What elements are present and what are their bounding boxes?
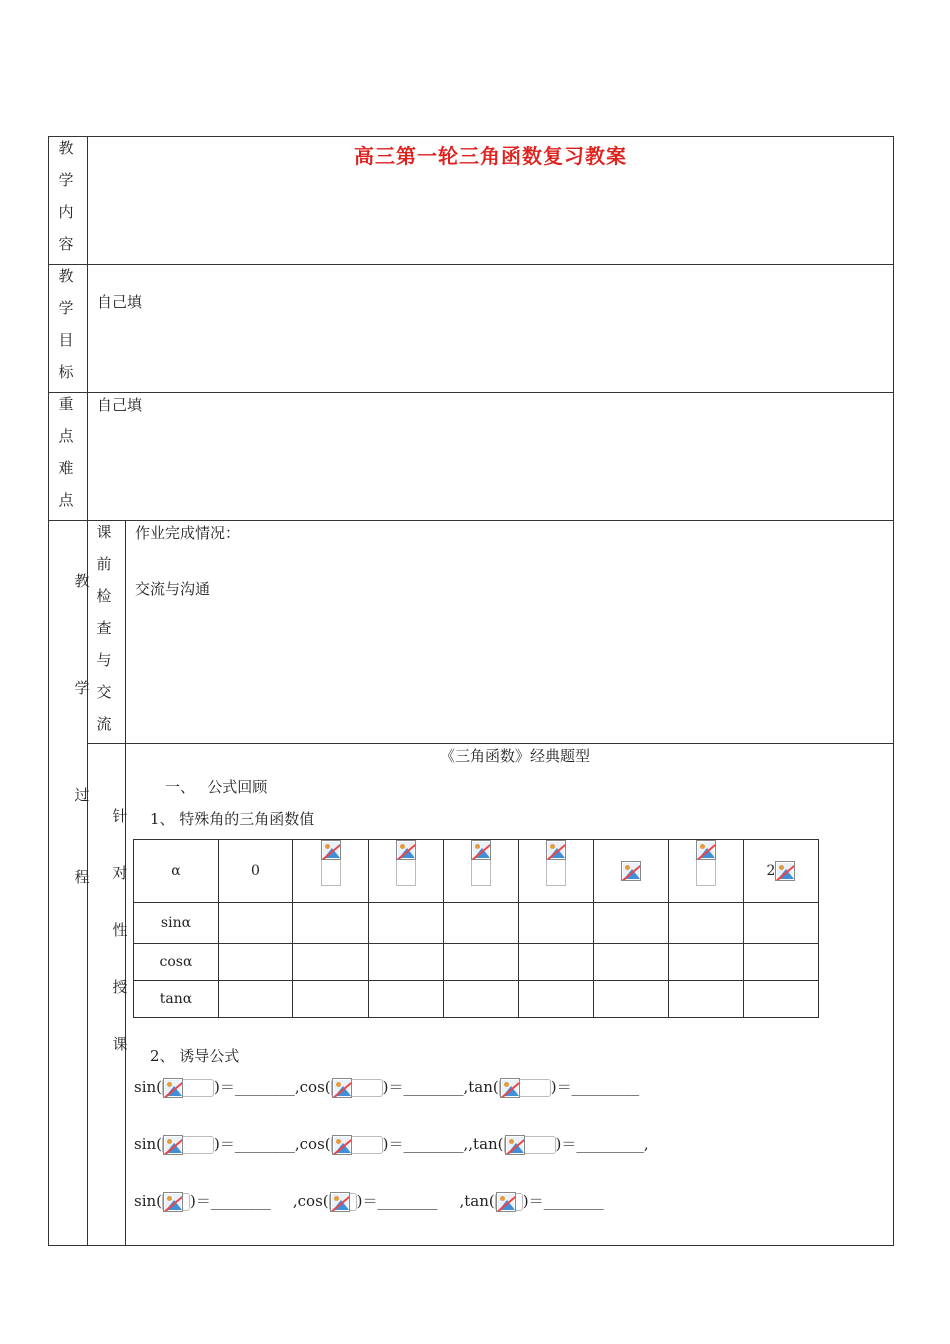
answer-blank[interactable]: ________ — [543, 1192, 604, 1210]
row-divider — [87, 743, 894, 744]
broken-image-icon — [332, 1078, 352, 1098]
row-label-tan: tanα — [134, 981, 219, 1018]
special-angle-table — [133, 839, 819, 1018]
table-header-row — [134, 840, 819, 903]
broken-image-icon — [330, 1192, 350, 1212]
label-teaching-content: 教 学 内 容 — [58, 139, 74, 253]
broken-image-icon — [471, 840, 491, 860]
table-border-left — [48, 136, 49, 1246]
row-divider — [48, 392, 894, 393]
table-header-cell — [519, 840, 594, 903]
formula-line: sin( )＝________ ,cos( )＝________ ,tan( )＝________ — [134, 1190, 604, 1211]
label-targeted-teaching: 针 对 性 授 课 — [112, 807, 128, 1053]
broken-image-icon — [546, 840, 566, 860]
homework-text: 作业完成情况： — [135, 524, 241, 542]
page-title: 高三第一轮三角函数复习教案 — [354, 144, 627, 168]
formula-arg-image — [499, 1079, 551, 1097]
broken-image-icon — [163, 1078, 183, 1098]
item-heading-special-angles: 1、 特殊角的三角函数值 — [150, 810, 315, 828]
key-text: 自己填 — [97, 396, 143, 414]
broken-image-icon — [321, 840, 341, 860]
formula-line: sin( )＝________,cos( )＝________,,tan( )＝_________, — [134, 1133, 649, 1154]
formula-arg-image — [162, 1079, 214, 1097]
answer-blank[interactable]: ________ — [377, 1192, 438, 1210]
answer-blank[interactable]: ________ — [403, 1078, 464, 1096]
broken-image-icon — [163, 1192, 183, 1212]
answer-blank[interactable]: ________ — [403, 1135, 464, 1153]
broken-image-icon — [496, 1192, 516, 1212]
formula-arg-image — [162, 1193, 190, 1211]
broken-image-icon — [621, 861, 641, 881]
formula-arg-image — [495, 1193, 523, 1211]
broken-image-icon — [505, 1135, 525, 1155]
broken-image-icon — [500, 1078, 520, 1098]
label-teaching-process: 教 学 过 程 — [74, 572, 90, 886]
section-title: 《三角函数》经典题型 — [440, 747, 591, 765]
formula-arg-image — [504, 1136, 556, 1154]
table-border-bottom — [48, 1245, 894, 1246]
fraction-image — [546, 840, 566, 886]
table-header-cell — [669, 840, 744, 903]
answer-blank[interactable]: ________ — [234, 1135, 295, 1153]
fraction-image — [321, 840, 341, 886]
label-teaching-goal: 教 学 目 标 — [58, 267, 74, 381]
row-label-sin: sinα — [134, 903, 219, 944]
broken-image-icon — [332, 1135, 352, 1155]
table-header-cell — [369, 840, 444, 903]
table-border-right — [893, 136, 894, 1246]
table-header-cell: 0 — [219, 840, 293, 903]
row-divider — [48, 264, 894, 265]
item-heading-induction: 2、 诱导公式 — [150, 1047, 240, 1065]
formula-arg-image — [331, 1079, 383, 1097]
answer-blank[interactable]: _________ — [576, 1135, 644, 1153]
table-border-top — [48, 136, 894, 137]
table-row — [134, 981, 819, 1018]
broken-image-icon — [696, 840, 716, 860]
row-divider — [48, 520, 894, 521]
goal-text: 自己填 — [97, 293, 143, 311]
table-header-cell — [293, 840, 369, 903]
part-heading: 一、 公式回顾 — [165, 778, 268, 796]
table-header-cell: α — [134, 840, 219, 903]
answer-blank[interactable]: ________ — [210, 1192, 271, 1210]
formula-arg-image — [162, 1136, 214, 1154]
fraction-image — [696, 840, 716, 886]
table-row — [134, 903, 819, 944]
exchange-text: 交流与沟通 — [135, 580, 211, 598]
table-header-cell — [444, 840, 519, 903]
formula-line: sin( )＝________,cos( )＝________,tan( )＝_________ — [134, 1076, 639, 1097]
broken-image-icon — [163, 1135, 183, 1155]
answer-blank[interactable]: _________ — [571, 1078, 640, 1096]
fraction-image — [396, 840, 416, 886]
broken-image-icon — [396, 840, 416, 860]
fraction-image — [471, 840, 491, 886]
row-label-cos: cosα — [134, 944, 219, 981]
label-key-points: 重 点 难 点 — [58, 395, 74, 509]
formula-arg-image — [331, 1136, 383, 1154]
label-precheck: 课 前 检 查 与 交 流 — [96, 523, 112, 733]
table-header-cell: 2 — [744, 840, 819, 903]
answer-blank[interactable]: ________ — [234, 1078, 295, 1096]
table-header-cell — [594, 840, 669, 903]
table-row — [134, 944, 819, 981]
broken-image-icon — [775, 861, 795, 881]
formula-arg-image — [329, 1193, 357, 1211]
